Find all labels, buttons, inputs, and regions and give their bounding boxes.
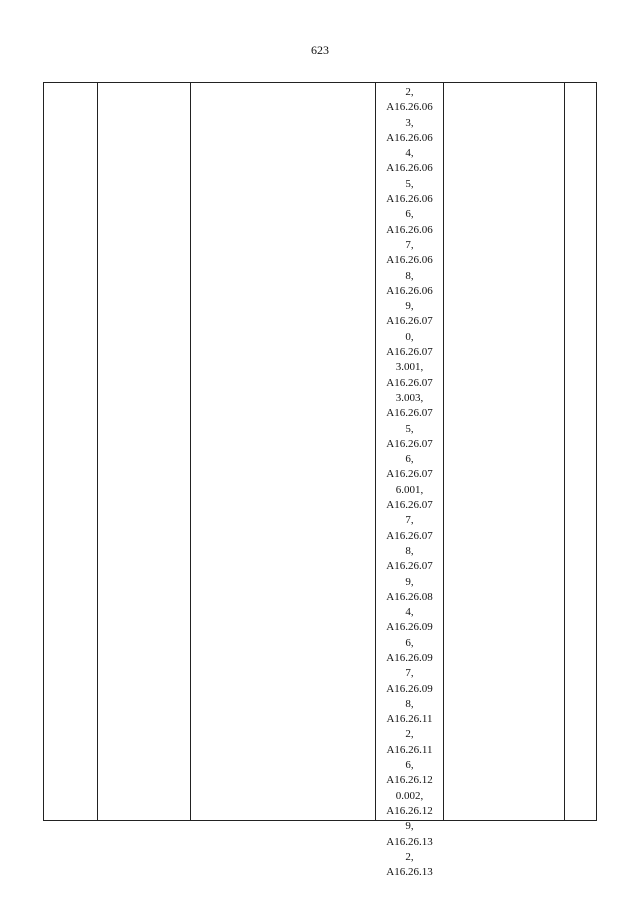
code-line: A16.26.07 (386, 468, 433, 481)
code-line: A16.26.09 (386, 621, 433, 634)
table-cell-col-5 (444, 83, 565, 820)
code-line: 3.003, (395, 391, 424, 404)
table-cell-codes (376, 83, 444, 879)
code-line: 5, (405, 177, 414, 190)
code-line: A16.26.07 (386, 499, 433, 512)
code-line: A16.26.06 (386, 101, 433, 114)
code-line: A16.26.13 (386, 866, 433, 879)
code-line: A16.26.06 (386, 131, 433, 144)
code-line: 2, (405, 850, 414, 863)
code-line: 7, (405, 238, 414, 251)
code-line: 6, (405, 759, 414, 772)
code-line: A16.26.08 (386, 590, 433, 603)
code-line: A16.26.06 (386, 254, 433, 267)
code-line: A16.26.13 (386, 835, 433, 848)
code-line: 7, (405, 514, 414, 527)
code-line: A16.26.07 (386, 315, 433, 328)
code-line: 8, (405, 697, 414, 710)
code-line: A16.26.07 (386, 529, 433, 542)
table-cell-col-3 (191, 83, 376, 820)
code-line: A16.26.07 (386, 560, 433, 573)
code-line: 4, (405, 147, 414, 160)
code-line: A16.26.07 (386, 346, 433, 359)
code-line: 9, (405, 820, 414, 833)
code-line: 2, (405, 86, 414, 98)
code-line: A16.26.06 (386, 162, 433, 175)
code-line: 2, (405, 728, 414, 741)
code-line: A16.26.12 (386, 804, 433, 817)
code-line: 6, (405, 453, 414, 466)
code-line: 7, (405, 667, 414, 680)
code-line: 9, (405, 575, 414, 588)
code-line: 8, (405, 544, 414, 557)
code-line: 6, (405, 636, 414, 649)
code-line: 8, (405, 269, 414, 282)
code-line: 0.002, (395, 789, 424, 802)
page-number: 623 (311, 43, 329, 57)
table-cell-col-1 (44, 83, 98, 820)
table (43, 82, 597, 879)
code-line: 9, (405, 300, 414, 313)
code-line: A16.26.07 (386, 437, 433, 450)
code-line: A16.26.07 (386, 376, 433, 389)
code-line: A16.26.06 (386, 284, 433, 297)
code-line: 4, (405, 606, 414, 619)
code-line: A16.26.07 (386, 407, 433, 420)
code-line: A16.26.11 (386, 743, 433, 756)
code-line: 5, (405, 422, 414, 435)
code-line: A16.26.06 (386, 223, 433, 236)
code-line: A16.26.09 (386, 651, 433, 664)
code-line: A16.26.12 (386, 774, 433, 787)
code-line: 3, (405, 116, 414, 129)
code-line: 3.001, (395, 361, 424, 374)
code-line: 6, (405, 208, 414, 221)
code-line: A16.26.09 (386, 682, 433, 695)
code-line: 6.001, (395, 483, 424, 496)
table-cell-col-2 (98, 83, 191, 820)
code-line: 0, (405, 330, 414, 343)
table-cell-col-6 (565, 83, 596, 820)
code-line: A16.26.11 (386, 713, 433, 726)
code-line: A16.26.06 (386, 193, 433, 206)
code-list (376, 83, 443, 880)
